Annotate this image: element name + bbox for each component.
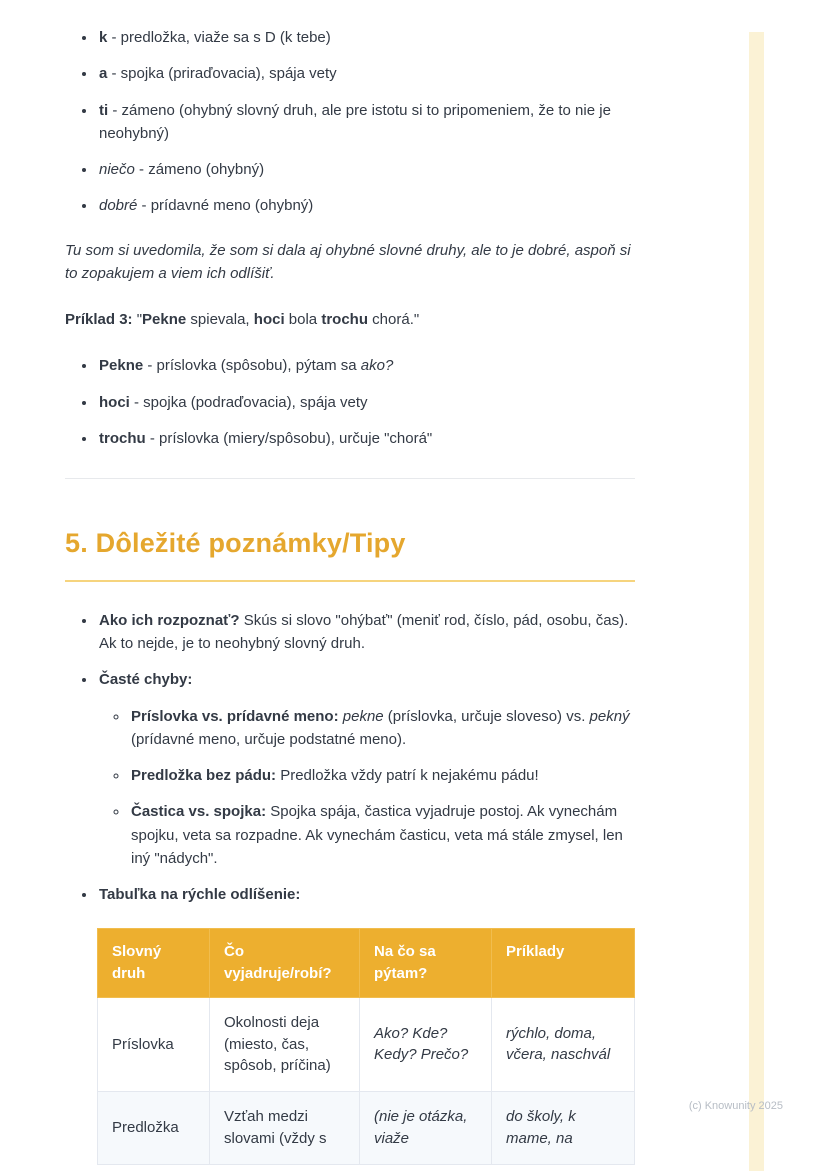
table-cell: do školy, k mame, na — [492, 1092, 635, 1165]
list-item — [97, 668, 635, 870]
col-header: Na čo sa pýtam? — [360, 929, 492, 998]
document-content — [65, 0, 635, 1165]
example3-sentence — [65, 308, 635, 331]
list-item — [97, 883, 635, 906]
text-segment: - príslovka (spôsobu), pýtam sa — [143, 357, 361, 375]
col-header: Slovný druh — [98, 929, 210, 998]
term-bold: trochu — [99, 429, 146, 447]
term-bold: Tabuľka na rýchle odlíšenie: — [99, 886, 301, 904]
table-cell: rýchlo, doma, včera, naschvál — [492, 997, 635, 1091]
term-bold: a — [99, 65, 108, 83]
common-mistakes-sublist — [99, 705, 635, 871]
text-segment: - prídavné meno (ohybný) — [137, 197, 314, 215]
term-bold: hoci — [253, 311, 285, 328]
table-header-row — [98, 929, 635, 998]
sublist-item — [129, 705, 635, 752]
list-item — [97, 391, 635, 414]
term-bold: Príslovka vs. prídavné meno: — [131, 707, 339, 725]
term-bold: Predložka bez pádu: — [131, 767, 277, 785]
term-bold: Pekne — [99, 357, 144, 375]
table-cell: Vzťah medzi slovami (vždy s — [210, 1092, 360, 1165]
tips-list — [65, 609, 635, 907]
term-bold: Častica vs. spojka: — [131, 803, 267, 821]
text-segment: (prídavné meno, určuje podstatné meno). — [131, 730, 407, 748]
text-segment: spievala, — [186, 311, 254, 328]
text-segment: (príslovka, určuje sloveso) vs. — [383, 707, 590, 725]
watermark: (c) Knowunity 2025 — [688, 1100, 783, 1112]
text-segment: " — [132, 311, 143, 328]
italic-segment: ako? — [360, 357, 394, 375]
list-item — [97, 427, 635, 450]
col-header: Čo vyjadruje/robí? — [210, 929, 360, 998]
text-segment: - zámeno (ohybný slovný druh, ale pre istotu si to pripomeniem, že to nie je neohybný) — [99, 101, 611, 142]
table-row — [98, 997, 635, 1091]
reflection-note: Tu som si uvedomila, že som si dala aj ohybné slovné druhy, ale to je dobré, aspoň si to zopakujem a viem ich odlíšiť. — [65, 241, 631, 282]
text-segment: - predložka, viaže sa s D (k tebe) — [107, 29, 331, 46]
term-italic: niečo — [99, 161, 135, 178]
term-italic: dobré — [99, 197, 138, 215]
text-segment: chorá." — [368, 311, 420, 328]
text-segment: Predložka vždy patrí k nejakému pádu! — [276, 767, 539, 785]
list-item — [97, 62, 635, 85]
italic-segment: pekný — [589, 707, 630, 725]
comparison-table — [97, 928, 635, 1164]
list-item — [97, 609, 635, 656]
list-item — [97, 194, 635, 217]
text-segment: - zámeno (ohybný) — [134, 161, 265, 178]
col-header: Príklady — [492, 929, 635, 998]
sublist-item — [129, 800, 635, 870]
term-bold: k — [99, 29, 108, 46]
italic-segment: pekne — [342, 707, 384, 725]
page-edge-strip — [749, 32, 764, 1171]
example3-analysis-list — [65, 354, 635, 450]
list-item — [97, 99, 635, 146]
term-bold: trochu — [321, 311, 368, 328]
table-cell: Predložka — [98, 1092, 210, 1165]
sublist-item — [129, 764, 635, 787]
text-segment: - spojka (priraďovacia), spája vety — [107, 65, 337, 83]
list-item — [97, 158, 635, 181]
term-bold: Časté chyby: — [99, 671, 193, 689]
list-item — [97, 354, 635, 377]
text-segment: - príslovka (miery/spôsobu), určuje "chorá" — [145, 429, 433, 447]
table-cell: Príslovka — [98, 997, 210, 1091]
table-cell: (nie je otázka, viaže — [360, 1092, 492, 1165]
table-cell: Okolnosti deja (miesto, čas, spôsob, príčina) — [210, 997, 360, 1091]
text-segment: Spojka spája, častica vyjadruje postoj. Ak vynechám spojku, veta sa rozpadne. Ak vynechám časticu, veta má stále zmysel, len iný "nádych". — [131, 803, 623, 867]
text-segment: - spojka (podraďovacia), spája vety — [129, 393, 368, 411]
word-analysis-list — [65, 26, 635, 218]
table-cell: Ako? Kde? Kedy? Prečo? — [360, 997, 492, 1091]
text-segment: Skús si slovo "ohýbať" (meniť rod, číslo, pád, osobu, čas). Ak to nejde, je to neohybný slovný druh. — [99, 611, 629, 653]
term-bold: Pekne — [142, 311, 187, 328]
term-bold: hoci — [99, 393, 130, 411]
example3-label: Príklad 3: — [65, 311, 133, 328]
list-item — [97, 26, 635, 49]
section5-title: 5. Dôležité poznámky/Tipy — [65, 523, 635, 582]
term-bold: Ako ich rozpoznať? — [99, 611, 240, 629]
term-bold: ti — [99, 101, 109, 119]
table-row — [98, 1092, 635, 1165]
text-segment: bola — [284, 311, 322, 328]
section-divider — [65, 478, 635, 479]
